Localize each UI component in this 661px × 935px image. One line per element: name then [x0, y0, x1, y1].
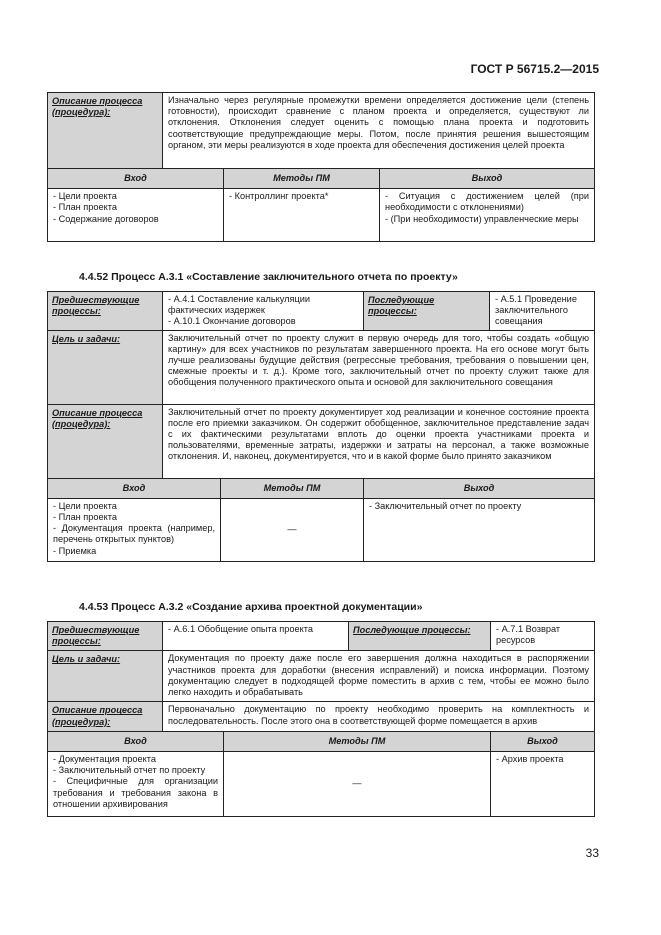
goal-label: Цель и задачи:: [48, 651, 163, 702]
output-item: - (При необходимости) управленческие меры: [385, 213, 579, 224]
goal-row: [48, 651, 595, 702]
predecessor-item: - А.4.1 Составление калькуляции фактических издержек: [168, 294, 311, 316]
predecessors-label: Предшествующие процессы:: [48, 622, 163, 651]
input-item: - Цели проекта: [53, 500, 117, 511]
process-description-text: Первоначально документацию по проекту необходимо проверить на комплектность и последовательность. После этого она в соответствующей форме помещается в архив: [163, 702, 595, 731]
section-title-4-4-52: 4.4.52 Процесс А.3.1 «Составление заключительного отчета по проекту»: [79, 271, 458, 283]
methods-header: Методы ПМ: [224, 169, 380, 189]
section-title-4-4-53: 4.4.53 Процесс А.3.2 «Создание архива проектной документации»: [79, 601, 423, 613]
predecessors-label: Предшествующие процессы:: [48, 292, 163, 331]
process-table-a-3-2: [47, 621, 595, 817]
io-row: [48, 189, 595, 242]
header-row: [48, 731, 595, 751]
methods-cell: —: [224, 752, 491, 817]
process-description-text: Изначально через регулярные промежутки времени определяется достижение цели (степень готовности), происходит сравнение с планом проекта и определяется, существуют ли отклонения. Отклонения следует оценить с помощью плана проекта и подготовить соответствующие предупреждающие меры. Потом, после принятия решения вышестоящим органом, эти меры реализуются в ходе проекта для обеспечения достижения целей проекта: [163, 93, 595, 169]
successors-label: Последующие процессы:: [349, 622, 491, 651]
page-number: 33: [585, 846, 599, 860]
methods-header: Методы ПМ: [221, 478, 364, 498]
header-row: [48, 169, 595, 189]
input-item: - Документация проекта (например, перечень открытых пунктов): [53, 523, 215, 545]
predecessors-row: [48, 622, 595, 651]
input-item: - Специфичные для организации требования и требования закона в отношении архивирования: [53, 776, 218, 809]
io-row: [48, 752, 595, 817]
process-description-text: Заключительный отчет по проекту документирует ход реализации и конечное состояние проекта после его приемки заказчиком. Он содержит обобщенное, заключительное представление задач с их фактическими результатами вплоть до оценки проекта участниками проекта и пользователями, временные затраты, издержки и затраты на персонал, а также возможные отклонения. И, наконец, документируется, что и в какой форме было принято заказчиком: [163, 404, 595, 478]
output-item: - Архив проекта: [496, 754, 564, 765]
description-row: [48, 702, 595, 731]
successors-cell: [491, 622, 595, 651]
goal-row: [48, 330, 595, 404]
io-row: [48, 498, 595, 561]
document-id: ГОСТ Р 56715.2—2015: [470, 62, 599, 76]
successor-item: - А.7.1 Возврат ресурсов: [496, 624, 561, 646]
goal-label: Цель и задачи:: [48, 330, 163, 404]
output-header: Выход: [491, 731, 595, 751]
output-cell: [491, 752, 595, 817]
input-item: - План проекта: [53, 512, 117, 523]
output-cell: [364, 498, 595, 561]
output-header: Выход: [364, 478, 595, 498]
output-item: - Заключительный отчет по проекту: [369, 500, 522, 511]
goal-text: Заключительный отчет по проекту служит в первую очередь для того, чтобы создать «общую картину» для всех участников по результатам завершенного проекта. На его основе могут быть лучше реализованы будущие действия (регрессные требования, требования о повышении цен, смежные проекты и т. д.). Кроме того, заключительный отчет по проекту служит также для обобщения полученного практического опыта и основой для заключительного совещания: [163, 330, 595, 404]
input-item: - Заключительный отчет по проекту: [53, 765, 206, 776]
successor-item: - А.5.1 Проведение заключительного совещания: [495, 294, 577, 327]
predecessors-cell: [163, 622, 349, 651]
output-cell: [380, 189, 595, 242]
process-description-label: Описание процесса (процедура):: [48, 404, 163, 478]
input-item: - План проекта: [53, 202, 117, 213]
process-description-label: Описание процесса (процедура):: [48, 702, 163, 731]
description-row: [48, 404, 595, 478]
goal-text: Документация по проекту даже после его завершения должна находиться в распоряжении участников проекта для доработки (внесения исправлений) и поиска информации. Поэтому документацию следует в подходящей форме поместить в архив с тем, чтобы ее можно было легко находить и обрабатывать: [163, 651, 595, 702]
input-header: Вход: [48, 169, 224, 189]
predecessors-row: [48, 292, 595, 331]
header-row: [48, 478, 595, 498]
process-table-a-3-1: [47, 291, 595, 562]
predecessor-item: - А.10.1 Окончание договоров: [168, 316, 296, 327]
method-item: - Контроллинг проекта*: [229, 191, 329, 202]
output-header: Выход: [380, 169, 595, 189]
output-item: - Ситуация с достижением целей (при необходимости с отклонениями): [385, 191, 590, 213]
predecessors-cell: [163, 292, 364, 331]
successors-cell: [490, 292, 595, 331]
description-row: [48, 93, 595, 169]
methods-cell: [224, 189, 380, 242]
methods-cell: —: [221, 498, 364, 561]
input-cell: [48, 498, 221, 561]
input-header: Вход: [48, 731, 224, 751]
input-cell: [48, 189, 224, 242]
input-item: - Содержание договоров: [53, 213, 159, 224]
successors-label: Последующие процессы:: [364, 292, 490, 331]
process-table-continued: [47, 92, 595, 242]
process-description-label: Описание процесса (процедура):: [48, 93, 163, 169]
methods-header: Методы ПМ: [224, 731, 491, 751]
input-item: - Приемка: [53, 545, 97, 556]
input-item: - Цели проекта: [53, 191, 117, 202]
predecessor-item: - А.6.1 Обобщение опыта проекта: [168, 624, 313, 634]
input-header: Вход: [48, 478, 221, 498]
input-item: - Документация проекта: [53, 754, 156, 765]
input-cell: [48, 752, 224, 817]
